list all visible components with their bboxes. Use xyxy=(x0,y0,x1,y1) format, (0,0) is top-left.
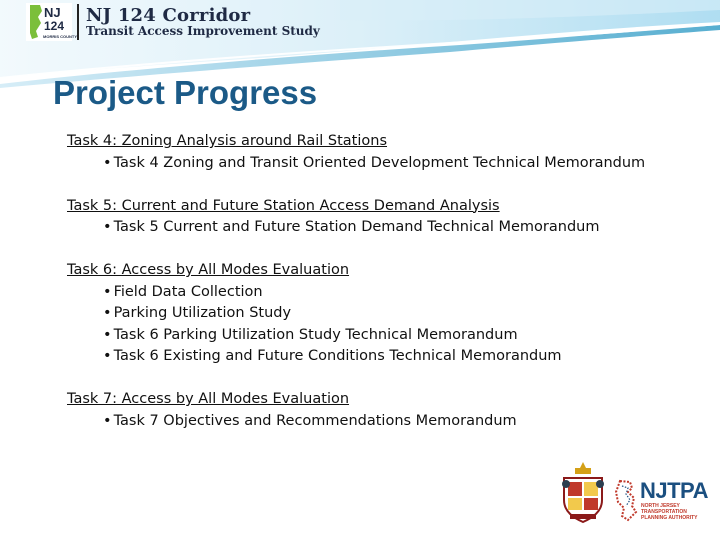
bullet: • xyxy=(103,412,112,429)
task-item-text: Task 6 Existing and Future Conditions Technical Memorandum xyxy=(113,348,562,364)
task-heading: Task 7: Access by All Modes Evaluation xyxy=(67,391,350,407)
task-item-text: Task 4 Zoning and Transit Oriented Development Technical Memorandum xyxy=(113,154,646,171)
page-title: Project Progress xyxy=(53,74,318,111)
task-item xyxy=(67,325,697,347)
logo-divider xyxy=(77,4,79,40)
nj-map-icon xyxy=(612,480,638,522)
nj124-logo xyxy=(26,3,77,41)
task-item-text: Task 6 Parking Utilization Study Technical Memorandum xyxy=(113,326,518,343)
bullet: • xyxy=(103,348,112,364)
task-block xyxy=(67,131,697,174)
task-item xyxy=(67,153,697,175)
bullet: • xyxy=(103,154,112,171)
bullet: • xyxy=(103,219,112,235)
bullet: • xyxy=(103,305,112,321)
task-list xyxy=(67,131,697,454)
task-block xyxy=(67,196,697,239)
njtpa-wordmark: NJTPA xyxy=(640,478,708,503)
task-item xyxy=(67,303,697,325)
njtpa-fullname xyxy=(641,503,711,521)
task-heading: Task 5: Current and Future Station Access Demand Analysis xyxy=(67,197,500,214)
svg-text:124: 124 xyxy=(44,19,65,33)
bullet: • xyxy=(103,326,112,343)
task-item xyxy=(67,411,697,433)
svg-text:NJ: NJ xyxy=(44,5,61,20)
njtpa-fullname-line: PLANNING AUTHORITY xyxy=(641,515,698,521)
task-heading: Task 4: Zoning Analysis around Rail Stations xyxy=(67,133,388,149)
task-block xyxy=(67,260,697,368)
task-item xyxy=(67,346,697,368)
task-heading: Task 6: Access by All Modes Evaluation xyxy=(67,262,350,278)
task-item-text: Task 5 Current and Future Station Demand Technical Memorandum xyxy=(113,219,600,235)
task-block xyxy=(67,389,697,432)
header-subtitle: Transit Access Improvement Study xyxy=(86,24,320,38)
svg-text:MORRIS COUNTY: MORRIS COUNTY xyxy=(43,34,77,39)
task-item-text: Task 7 Objectives and Recommendations Memorandum xyxy=(113,412,517,429)
task-item-text: Field Data Collection xyxy=(113,283,263,300)
njtpa-fullname-line: NORTH JERSEY xyxy=(641,503,680,509)
njtpa-fullname-line: TRANSPORTATION xyxy=(641,509,687,515)
bullet: • xyxy=(103,283,112,300)
task-item-text: Parking Utilization Study xyxy=(113,305,292,321)
task-item xyxy=(67,282,697,304)
task-item xyxy=(67,217,697,239)
header-title: NJ 124 Corridor xyxy=(86,5,251,26)
county-seal-logo xyxy=(558,460,608,524)
